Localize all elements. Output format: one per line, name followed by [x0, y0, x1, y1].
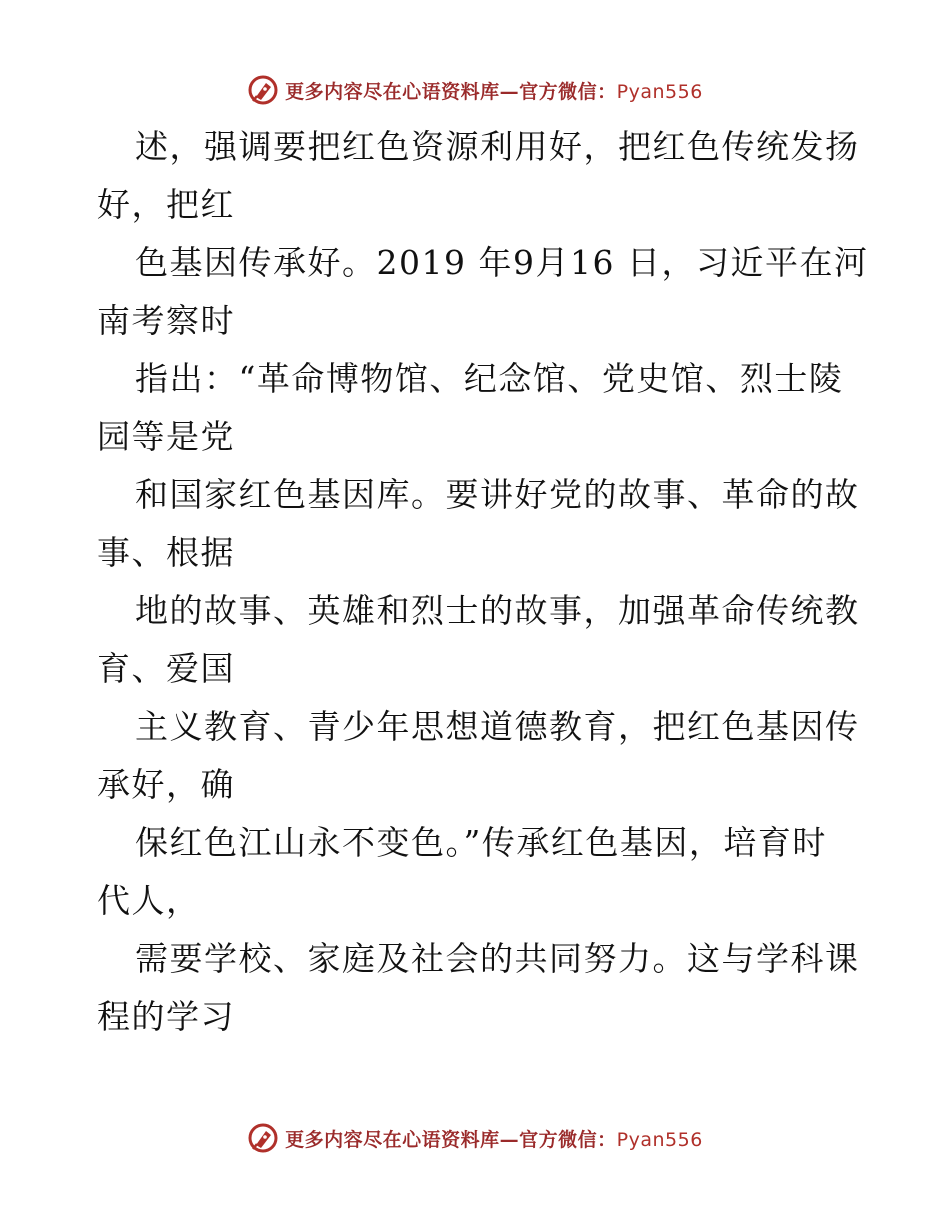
header-banner-handle: Pyan556	[616, 80, 703, 103]
text-line: 述，强调要把红色资源利用好，把红色传统发扬	[135, 127, 860, 166]
text-line: 地的故事、英雄和烈士的故事，加强革命传统教	[135, 591, 860, 630]
footer-banner-handle: Pyan556	[616, 1128, 703, 1151]
text-line: 需要学校、家庭及社会的共同努力。这与学科课	[135, 939, 860, 978]
text-line: 南考察时	[97, 301, 235, 340]
header-banner-text: 更多内容尽在心语资料库—官方微信：Pyan556	[285, 80, 703, 103]
text-line: 好，把红	[97, 185, 235, 224]
text-line: 育、爱国	[97, 649, 235, 688]
pen-nib-logo-icon	[247, 74, 279, 106]
header-banner	[0, 70, 950, 110]
text-line: 色基因传承好。2019 年9月16 日，习近平在河	[135, 243, 869, 282]
text-line: 承好，确	[97, 765, 235, 804]
text-line: 事、根据	[97, 533, 235, 572]
text-line: 主义教育、青少年思想道德教育，把红色基因传	[135, 707, 860, 746]
text-line: 代人，	[97, 881, 201, 920]
text-line: 指出：“革命博物馆、纪念馆、党史馆、烈士陵	[135, 359, 844, 398]
text-line: 程的学习	[97, 997, 235, 1036]
text-line: 园等是党	[97, 417, 235, 456]
pen-nib-logo-icon	[247, 1122, 279, 1154]
footer-banner	[0, 1118, 950, 1158]
text-line: 保红色江山永不变色。”传承红色基因，培育时	[135, 823, 827, 862]
body-text	[97, 118, 869, 1046]
text-line: 和国家红色基因库。要讲好党的故事、革命的故	[135, 475, 860, 514]
footer-banner-text: 更多内容尽在心语资料库—官方微信：Pyan556	[285, 1128, 703, 1151]
